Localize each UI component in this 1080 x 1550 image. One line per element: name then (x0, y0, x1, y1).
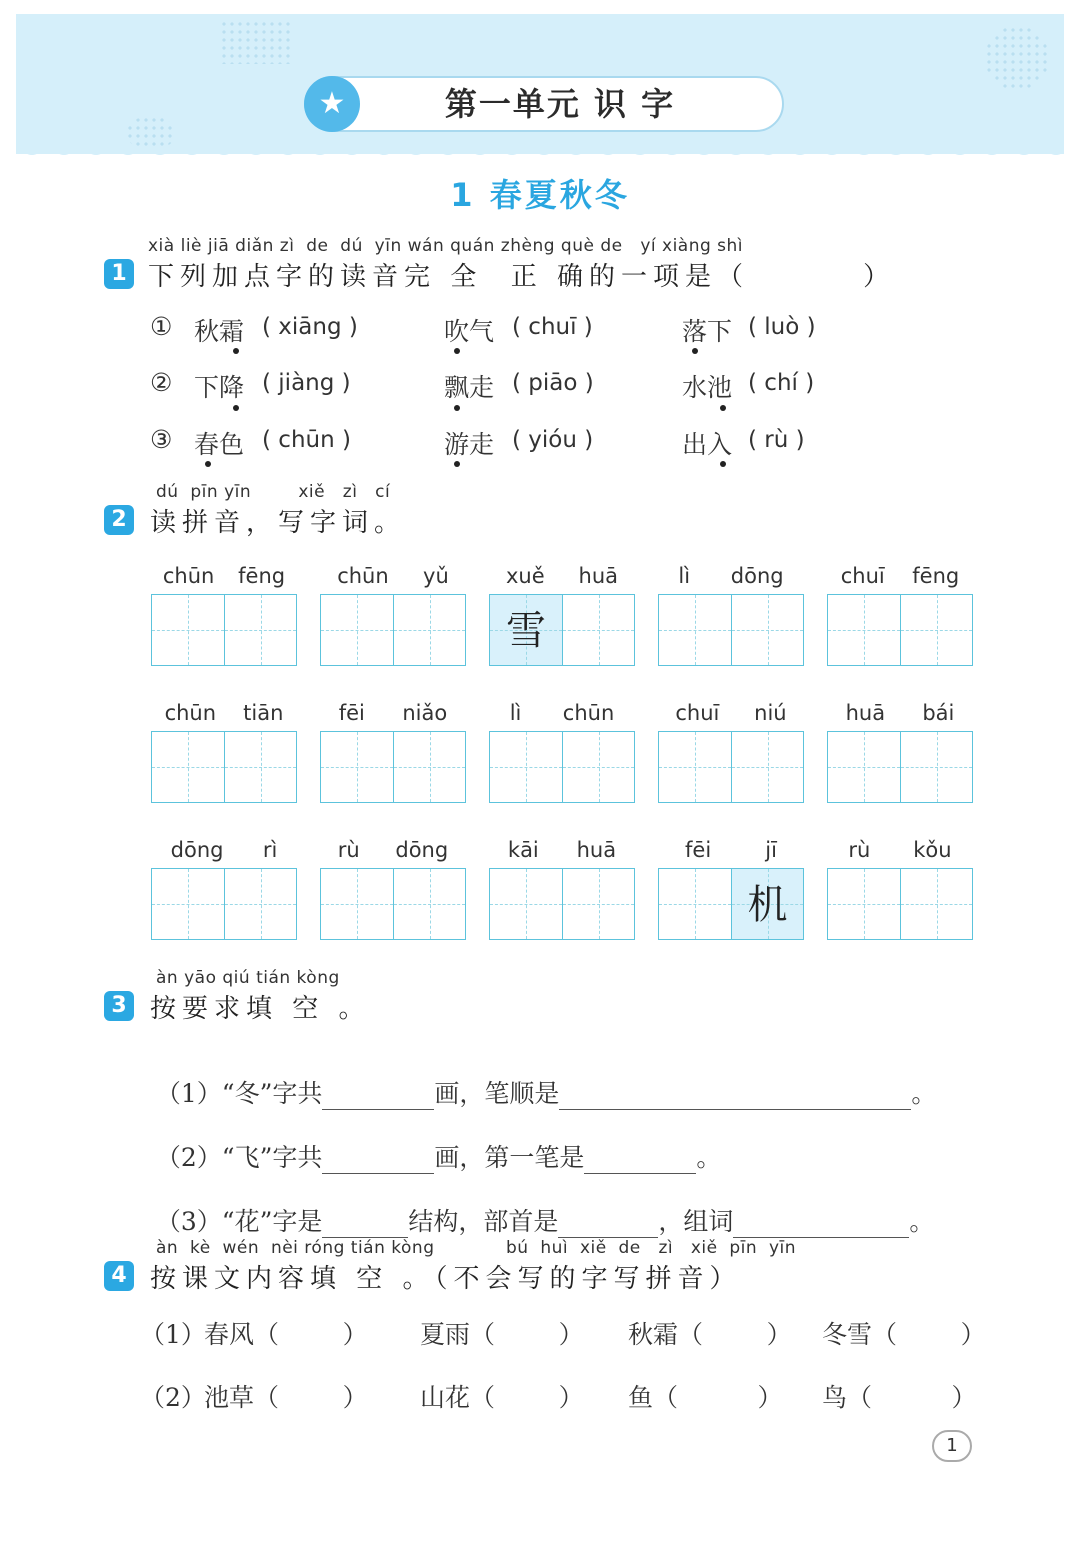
tianzige-cell[interactable] (900, 869, 972, 939)
emphasis-dot (454, 405, 460, 411)
q2-number-badge: 2 (104, 505, 134, 535)
tianzige-box (658, 868, 804, 940)
emphasis-dot (454, 348, 460, 354)
header-dot-pattern (126, 116, 176, 150)
tianzige-cell (490, 595, 562, 665)
tianzige-cell[interactable] (828, 595, 900, 665)
grid-pinyin (489, 701, 635, 725)
star-icon: ★ (304, 76, 360, 132)
grid-pinyin-syllable: niú (754, 701, 787, 725)
q1-option-word: 飘走 (444, 373, 495, 402)
example-character: 机 (747, 882, 788, 928)
tianzige-box (489, 868, 635, 940)
tianzige-box (827, 868, 973, 940)
header-dot-pattern (220, 20, 290, 64)
tianzige-cell[interactable] (393, 869, 465, 939)
q1-option-word: 下降 (194, 373, 245, 402)
answer-blank[interactable] (558, 1211, 658, 1238)
tianzige-cell (731, 869, 803, 939)
grid-pinyin-syllable: rì (262, 838, 278, 862)
grid-pinyin-syllable: fēng (912, 564, 960, 588)
answer-blank[interactable] (322, 1147, 434, 1174)
tianzige-cell[interactable] (900, 732, 972, 802)
grid-pinyin-syllable: huā (578, 564, 619, 588)
grid-pinyin-syllable: huā (576, 838, 617, 862)
tianzige-cell[interactable] (152, 869, 224, 939)
tianzige-box (489, 594, 635, 666)
q4-title: 按课文内容填 空 。（不会写的字写拼音） (150, 1264, 742, 1294)
grid-pinyin-syllable: chuī (675, 701, 720, 725)
q1-pinyin: xià liè jiā diǎn zì de dú yīn wán quán zhèng què de yí xiàng shì (148, 236, 744, 256)
grid-pinyin-syllable: chūn (562, 701, 615, 725)
q4-item[interactable]: 鱼（ ） (628, 1383, 783, 1412)
q1-option-word: 吹气 (444, 317, 495, 346)
grid-pinyin (489, 564, 635, 588)
grid-pinyin-syllable: chūn (162, 564, 215, 588)
grid-pinyin (489, 838, 635, 862)
q4-row-label: （2） (140, 1383, 206, 1412)
tianzige-box (151, 594, 297, 666)
q1-option-word: 春色 (194, 430, 245, 459)
q1-option-word: 秋霜 (194, 317, 245, 346)
q4-item[interactable]: 夏雨（ ） (420, 1320, 584, 1349)
tianzige-cell[interactable] (321, 869, 393, 939)
grid-pinyin-syllable: dōng (730, 564, 784, 588)
q3-line-2: （2）“飞”字共 画，第一笔是 。 (155, 1143, 722, 1172)
grid-pinyin (320, 564, 466, 588)
grid-pinyin-syllable: fēi (685, 838, 712, 862)
grid-pinyin-syllable: dōng (170, 838, 224, 862)
tianzige-cell[interactable] (152, 732, 224, 802)
q4-item[interactable]: 冬雪（ ） (822, 1320, 986, 1349)
grid-pinyin (320, 838, 466, 862)
q2-pinyin: dú pīn yīn xiě zì cí (156, 482, 391, 502)
tianzige-cell[interactable] (321, 732, 393, 802)
tianzige-cell[interactable] (562, 732, 634, 802)
q4-pinyin-note: bú huì xiě de zì xiě pīn yīn (506, 1238, 797, 1258)
q2-title: 读拼音，写字词。 (150, 508, 407, 538)
grid-pinyin-syllable: chūn (337, 564, 389, 588)
grid-pinyin (658, 701, 804, 725)
emphasis-dot (692, 348, 698, 354)
q1-title: 下列加点字的读音完 全 正 确的一项是（ ） (148, 262, 896, 292)
grid-pinyin-syllable: fēng (238, 564, 286, 588)
q1-option-pinyin: ( piāo ) (512, 370, 594, 396)
q4-item[interactable]: 春风（ ） (204, 1320, 368, 1349)
grid-pinyin (151, 701, 297, 725)
emphasis-dot (205, 461, 211, 467)
q1-option-label: ③ (150, 425, 173, 454)
tianzige-cell[interactable] (659, 595, 731, 665)
tianzige-box (827, 731, 973, 803)
q1-option-pinyin: ( luò ) (748, 314, 816, 340)
grid-pinyin (151, 564, 297, 588)
grid-pinyin-syllable: niǎo (402, 701, 448, 725)
tianzige-box (658, 594, 804, 666)
grid-pinyin (658, 564, 804, 588)
grid-pinyin-syllable: huā (845, 701, 886, 725)
header-dot-pattern (985, 26, 1049, 90)
tianzige-cell[interactable] (562, 869, 634, 939)
answer-blank[interactable] (733, 1211, 909, 1238)
tianzige-cell[interactable] (152, 595, 224, 665)
tianzige-cell[interactable] (900, 595, 972, 665)
page-number: 1 (932, 1430, 972, 1462)
tianzige-cell[interactable] (224, 732, 296, 802)
tianzige-box (827, 594, 973, 666)
grid-pinyin (827, 564, 973, 588)
q1-option-pinyin: ( rù ) (748, 427, 805, 453)
q4-item[interactable]: 池草（ ） (204, 1383, 368, 1412)
q1-option-word: 水池 (682, 373, 733, 402)
q1-option-pinyin: ( xiāng ) (262, 314, 358, 340)
grid-pinyin-syllable: rù (337, 838, 360, 862)
tianzige-cell[interactable] (393, 595, 465, 665)
tianzige-cell[interactable] (393, 732, 465, 802)
grid-pinyin-syllable: bái (922, 701, 955, 725)
q1-number-badge: 1 (104, 259, 134, 289)
grid-pinyin-syllable: lì (509, 701, 522, 725)
unit-title: 第一单元 识 字 (444, 85, 676, 123)
tianzige-cell[interactable] (828, 732, 900, 802)
tianzige-cell[interactable] (224, 869, 296, 939)
grid-pinyin-syllable: chūn (164, 701, 217, 725)
grid-pinyin-syllable: tiān (243, 701, 284, 725)
lesson-title: 1 春夏秋冬 (450, 176, 630, 214)
tianzige-cell[interactable] (562, 595, 634, 665)
grid-pinyin-syllable: kāi (507, 838, 539, 862)
tianzige-box (151, 868, 297, 940)
tianzige-cell[interactable] (731, 595, 803, 665)
tianzige-cell[interactable] (490, 732, 562, 802)
answer-blank[interactable] (559, 1083, 911, 1110)
grid-pinyin (151, 838, 297, 862)
grid-pinyin-syllable: fēi (338, 701, 365, 725)
answer-blank[interactable] (322, 1083, 434, 1110)
tianzige-cell[interactable] (828, 869, 900, 939)
tianzige-box (151, 731, 297, 803)
grid-pinyin (827, 701, 973, 725)
tianzige-cell[interactable] (224, 595, 296, 665)
grid-pinyin-syllable: kǒu (913, 838, 952, 862)
q4-item[interactable]: 山花（ ） (420, 1383, 584, 1412)
tianzige-cell[interactable] (731, 732, 803, 802)
q1-option-word: 游走 (444, 430, 495, 459)
q4-number-badge: 4 (104, 1261, 134, 1291)
q3-pinyin: àn yāo qiú tián kòng (156, 968, 340, 988)
q1-option-label: ① (150, 312, 173, 341)
q1-option-word: 出入 (682, 430, 733, 459)
q3-title: 按要求填 空 。 (150, 994, 371, 1024)
emphasis-dot (454, 461, 460, 467)
tianzige-box (658, 731, 804, 803)
q1-option-pinyin: ( chūn ) (262, 427, 351, 453)
tianzige-box (320, 868, 466, 940)
tianzige-cell[interactable] (659, 869, 731, 939)
q3-line-1: （1）“冬”字共 画，笔顺是 。 (155, 1079, 937, 1108)
q4-pinyin: àn kè wén nèi róng tián kòng (156, 1238, 435, 1258)
tianzige-box (489, 731, 635, 803)
grid-pinyin-syllable: rù (848, 838, 871, 862)
q4-row-label: （1） (140, 1320, 206, 1349)
q3-number-badge: 3 (104, 991, 134, 1021)
q1-option-pinyin: ( chí ) (748, 370, 815, 396)
tianzige-box (320, 731, 466, 803)
answer-blank[interactable] (584, 1147, 696, 1174)
tianzige-box (320, 594, 466, 666)
grid-pinyin (827, 838, 973, 862)
grid-pinyin-syllable: lì (678, 564, 691, 588)
q4-item[interactable]: 鸟（ ） (822, 1383, 977, 1412)
q1-option-pinyin: ( chuī ) (512, 314, 593, 340)
emphasis-dot (233, 405, 239, 411)
grid-pinyin (320, 701, 466, 725)
grid-pinyin-syllable: chuī (840, 564, 885, 588)
q1-option-pinyin: ( jiàng ) (262, 370, 351, 396)
grid-pinyin-syllable: jī (765, 838, 777, 862)
tianzige-cell[interactable] (490, 869, 562, 939)
header-wave-edge (16, 146, 1064, 160)
emphasis-dot (720, 405, 726, 411)
example-character: 雪 (506, 608, 546, 654)
grid-pinyin-syllable: yǔ (423, 564, 449, 588)
q1-option-pinyin: ( yióu ) (512, 427, 594, 453)
q4-item[interactable]: 秋霜（ ） (628, 1320, 792, 1349)
grid-pinyin-syllable: xuě (505, 564, 545, 588)
q1-option-label: ② (150, 368, 173, 397)
tianzige-cell[interactable] (321, 595, 393, 665)
q3-line-3: （3）“花”字是 结构，部首是 ，组词 。 (155, 1207, 935, 1236)
answer-blank[interactable] (322, 1211, 408, 1238)
q1-option-word: 落下 (682, 317, 733, 346)
emphasis-dot (720, 461, 726, 467)
grid-pinyin (658, 838, 804, 862)
grid-pinyin-syllable: dōng (395, 838, 449, 862)
emphasis-dot (233, 348, 239, 354)
tianzige-cell[interactable] (659, 732, 731, 802)
